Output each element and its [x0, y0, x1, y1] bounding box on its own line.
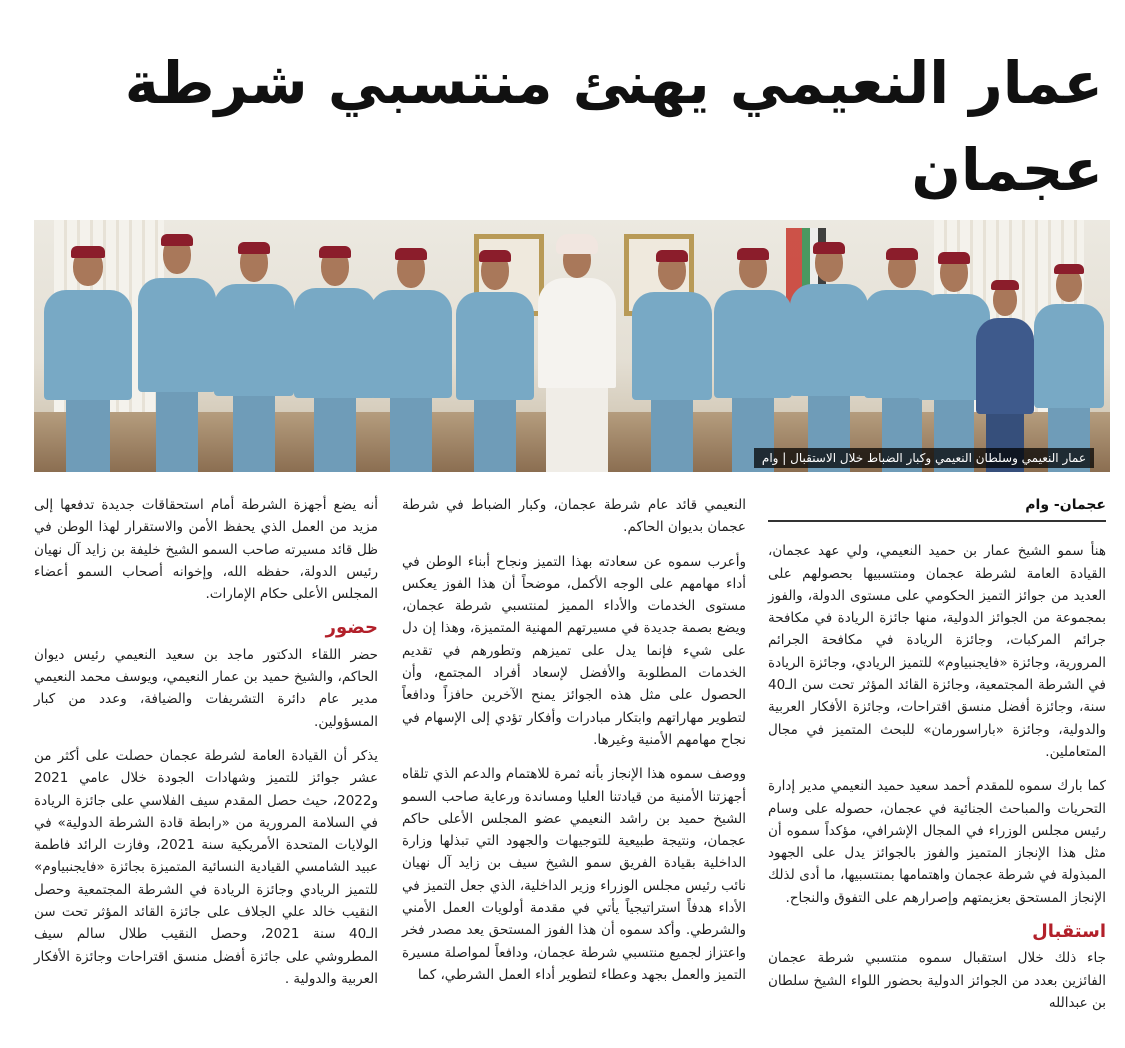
article-column-right [768, 494, 1106, 1026]
subheading: حضور [325, 617, 378, 639]
photo-officer [710, 240, 796, 472]
photo-officer [40, 234, 136, 472]
photo-officer [134, 226, 220, 472]
paragraph: يذكر أن القيادة العامة لشرطة عجمان حصلت على أكثر من عشر جوائز للتميز وشهادات الجودة خلال عامي 2021 و2022، حيث حصل المقدم سيف الفلاسي على جائزة الريادة في السلامة المرورية من «رابطة قادة الشرطة الدولية» في الولايات المتحدة الأمريكية سنة 2021، وفازت الرائد فاطمة عبيد الشامسي القيادية النسائية المتميزة بجائزة «فايجنبياوم» للتميز الريادي وجائزة الريادة في الشرطة المجتمعية وحصل النقيب خالد علي الجلاف على جائزة القائد المؤثر تحت سن الـ40 سنة 2021، وحصل النقيب طلال سالم سيف المطروشي على جائزة أفضل منسق اقتراحات وجائزة الأفكار العربية والدولية . [34, 747, 378, 987]
paragraph: جاء ذلك خلال استقبال سموه منتسبي شرطة عجمان الفائزين بعدد من الجوائز الدولية بحضور اللواء الشيخ سلطان بن عبدالله [768, 950, 1106, 1011]
photo-officer-female [1030, 258, 1108, 472]
paragraph: هنأ سمو الشيخ عمار بن حميد النعيمي، ولي عهد عجمان، القيادة العامة لشرطة عجمان ومنتسبيها بحصولهم على العديد من جوائز التميز الحكومي على مستوى الدولة، والفوز بمجموعة من الجوائز الدولية، منها جائزة الريادة في مكافحة جرائم المركبات، وجائزة الريادة في مكافحة الجرائم المرورية، وجائزة «فايجنبياوم» للتميز الريادي، وجائزة الريادة في الشرطة المجتمعية، وجائزة القائد المؤثر تحت سن الـ40 سنة، وجائزة أفضل منسق اقتراحات، وجائزة الأفكار العربية والدولية، وجائزة «باراسورمان» للبحث المتميز في مجال المتعاملين. [768, 543, 1106, 760]
photo-officer [210, 232, 298, 472]
paragraph: وأعرب سموه عن سعادته بهذا التميز ونجاح أبناء الوطن في أداء مهامهم على الوجه الأكمل، موضحاً أن هذا الفوز يعكس مستوى الخدمات والأداء المميز لمنتسبي شرطة عجمان، ويضع بصمة جديدة في مسيرتهم المهنية المتميزة، وهذا إن دل على شيء فإنما يدل على تميزهم وتطورهم في تقديم الخدمات المطلوبة والأفضل لإسعاد أفراد المجتمع، وأن الحصول على مثل هذه الجوائز يمنح الآخرين حافزاً ودافعاً لتطوير مهاراتهم وابتكار مبادرات وأفكار تؤدي إلى الإسهام في نجاح مهامهم الأمنية وغيرها. [402, 553, 746, 748]
paragraph: النعيمي قائد عام شرطة عجمان، وكبار الضباط في شرطة عجمان بديوان الحاكم. [402, 497, 746, 536]
paragraph: ووصف سموه هذا الإنجاز بأنه ثمرة للاهتمام والدعم الذي تلقاه أجهزتنا الأمنية من قيادتنا العليا ومساندة ورعاية صاحب السمو الشيخ حميد بن راشد النعيمي عضو المجلس الأعلى حاكم عجمان، ونتيجة طبيعية للتوجيهات والجهود التي تبذلها وزارة الداخلية بقيادة الفريق سمو الشيخ سيف بن زايد آل نهيان نائب رئيس مجلس الوزراء وزير الداخلية، الذي جعل التميز في الأداء هدفاً استراتيجياً يأتي في مقدمة أولويات العمل الأمني والشرطي. وأكد سموه أن هذا الفوز المستحق يعد مصدر فخر واعتزاز لجميع منتسبي شرطة عجمان، ودافعاً لمواصلة مسيرة التميز والعمل بجهد وعطاء لتطوير أداء العمل الشرطي، كما [402, 766, 746, 983]
photo-officer [366, 240, 456, 472]
paragraph: كما بارك سموه للمقدم أحمد سعيد حميد النعيمي مدير إدارة التحريات والمباحث الجنائية في عجمان، حصوله على وسام رئيس مجلس الوزراء في المجال الإشرافي، مؤكداً سموه أن مثل هذا الإنجاز المتميز والفوز بالجوائز يدل على الجهود المبذولة في شرطة عجمان واهتمامها بمنتسبيها، ما أدى لذلك الإنجاز المستحق بعزيمتهم وإصرارهم على التفوق والنجاح. [768, 778, 1106, 906]
headline-line-1: عمار النعيمي يهنئ منتسبي شرطة عجمان [124, 49, 1103, 204]
article-column-left [34, 494, 378, 1002]
article-column-middle [402, 494, 746, 998]
photo-caption: عمار النعيمي وسلطان النعيمي وكبار الضباط خلال الاستقبال | وام [754, 448, 1094, 468]
photo-officer [452, 244, 538, 472]
paragraph: أنه يضع أجهزة الشرطة أمام استحقاقات جديدة تدفعها إلى مزيد من العمل الذي يحفظ الأمن والاستقرار لهذا الوطن في ظل قائد مسيرته صاحب السمو الشيخ خليفة بن زايد آل نهيان رئيس الدولة، حفظه الله، وإخوانه أصحاب السمو أعضاء المجلس الأعلى حكام الإمارات. [34, 497, 378, 603]
byline: عجمان- وام [768, 494, 1106, 522]
photo-officer-female [972, 276, 1038, 472]
photo-officer [628, 244, 716, 472]
photo-sheikh [532, 228, 622, 472]
paragraph: حضر اللقاء الدكتور ماجد بن سعيد النعيمي رئيس ديوان الحاكم، والشيخ حميد بن عمار النعيمي، ويوسف محمد النعيمي مدير عام دائرة التشريفات والضيافة، وعدد من كبار المسؤولين. [34, 646, 378, 730]
subheading: استقبال [1032, 921, 1106, 943]
news-photo [34, 220, 1110, 472]
article-body [0, 494, 1125, 1048]
